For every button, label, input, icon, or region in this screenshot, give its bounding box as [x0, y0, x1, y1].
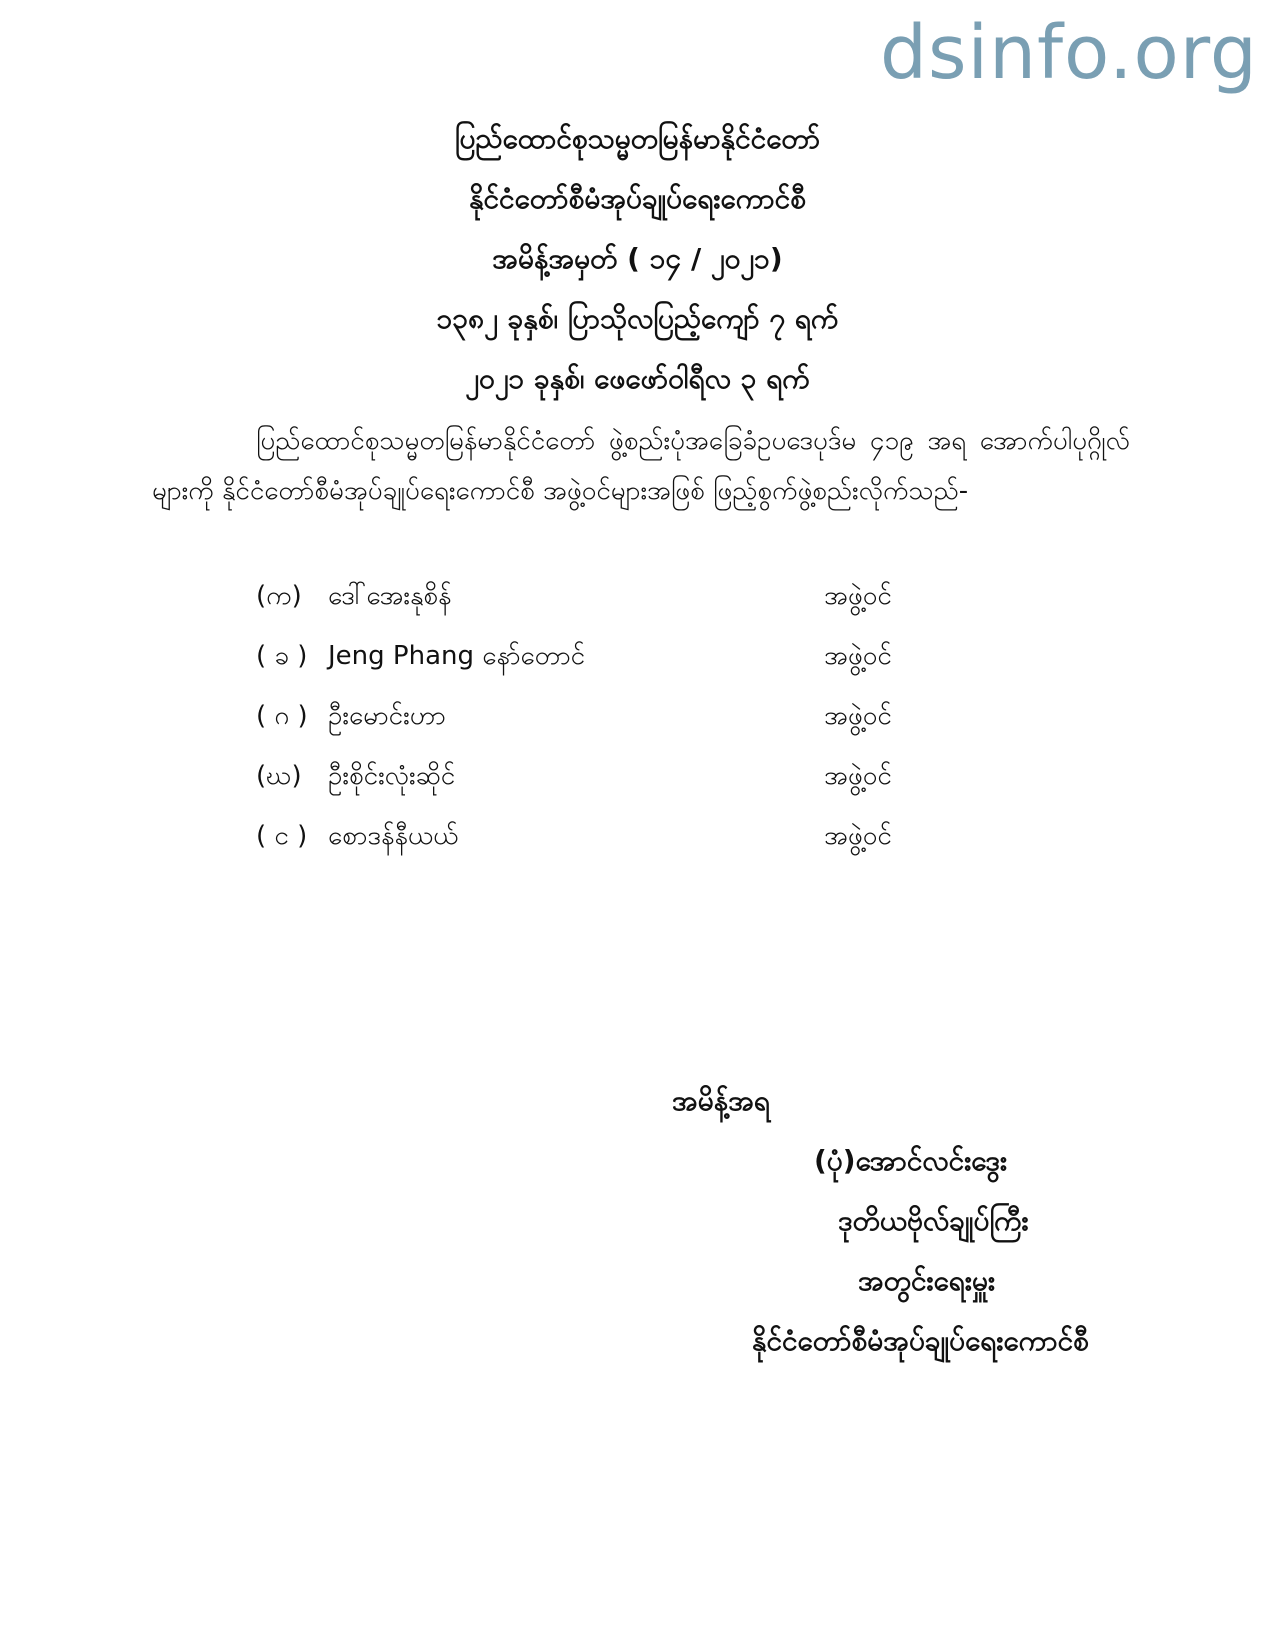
member-mark: ( ခ ): [256, 641, 308, 671]
header-myanmar-date: ၁၃၈၂ ခုနှစ်၊ ပြာသိုလပြည့်ကျော် ၇ ရက်: [436, 302, 839, 335]
member-row: [256, 818, 916, 858]
header-order-number: အမိန့်အမှတ် ( ၁၄ / ၂၀၂၁): [492, 242, 783, 275]
signature-by-order: အမိန့်အရ: [672, 1084, 770, 1117]
member-mark: (ဃ): [256, 761, 302, 791]
signature-position: အတွင်းရေးမှူး: [858, 1264, 996, 1297]
member-row: [256, 638, 916, 678]
member-mark: ( ဂ ): [256, 701, 308, 731]
member-name: ဦးစိုင်းလုံးဆိုင်: [328, 761, 456, 791]
body-paragraph: ပြည်ထောင်စုသမ္မတမြန်မာနိုင်ငံတော် ဖွဲ့စည်းပုံအခြေခံဥပဒေပုဒ်မ ၄၁၉ အရ အောက်ပါပုဂ္ဂိုလ်များကို နိုင်ငံတော်စီမံအုပ်ချုပ်ရေးကောင်စီ အဖွဲ့ဝင်များအဖြစ် ဖြည့်စွက်ဖွဲ့စည်းလိုက်သည်-: [152, 426, 1130, 506]
member-name: ဦးမောင်းဟာ: [328, 701, 446, 731]
member-mark: (က): [256, 581, 302, 611]
member-role: အဖွဲ့ဝင်: [824, 641, 892, 671]
member-row: [256, 698, 916, 738]
watermark: dsinfo.org: [880, 10, 1258, 96]
header-gregorian-date: ၂၀၂၁ ခုနှစ်၊ ဖေဖော်ဝါရီလ ၃ ရက်: [465, 362, 810, 395]
signature-name: (ပုံ)အောင်လင်းဒွေး: [814, 1144, 1008, 1177]
signature-rank: ဒုတိယဗိုလ်ချုပ်ကြီး: [838, 1204, 1029, 1237]
member-role: အဖွဲ့ဝင်: [824, 821, 892, 851]
member-row: [256, 758, 916, 798]
header-council: နိုင်ငံတော်စီမံအုပ်ချုပ်ရေးကောင်စီ: [469, 182, 806, 215]
member-role: အဖွဲ့ဝင်: [824, 701, 892, 731]
member-name: Jeng Phang နော်တောင်: [328, 641, 586, 671]
member-name: စောဒန်နီယယ်: [328, 821, 459, 851]
member-mark: ( င ): [256, 821, 308, 851]
member-role: အဖွဲ့ဝင်: [824, 581, 892, 611]
member-role: အဖွဲ့ဝင်: [824, 761, 892, 791]
member-name: ဒေါ်အေးနုစိန်: [328, 581, 452, 611]
header-country: ပြည်ထောင်စုသမ္မတမြန်မာနိုင်ငံတော်: [454, 122, 821, 155]
member-row: [256, 578, 916, 618]
signature-organization: နိုင်ငံတော်စီမံအုပ်ချုပ်ရေးကောင်စီ: [752, 1324, 1089, 1357]
